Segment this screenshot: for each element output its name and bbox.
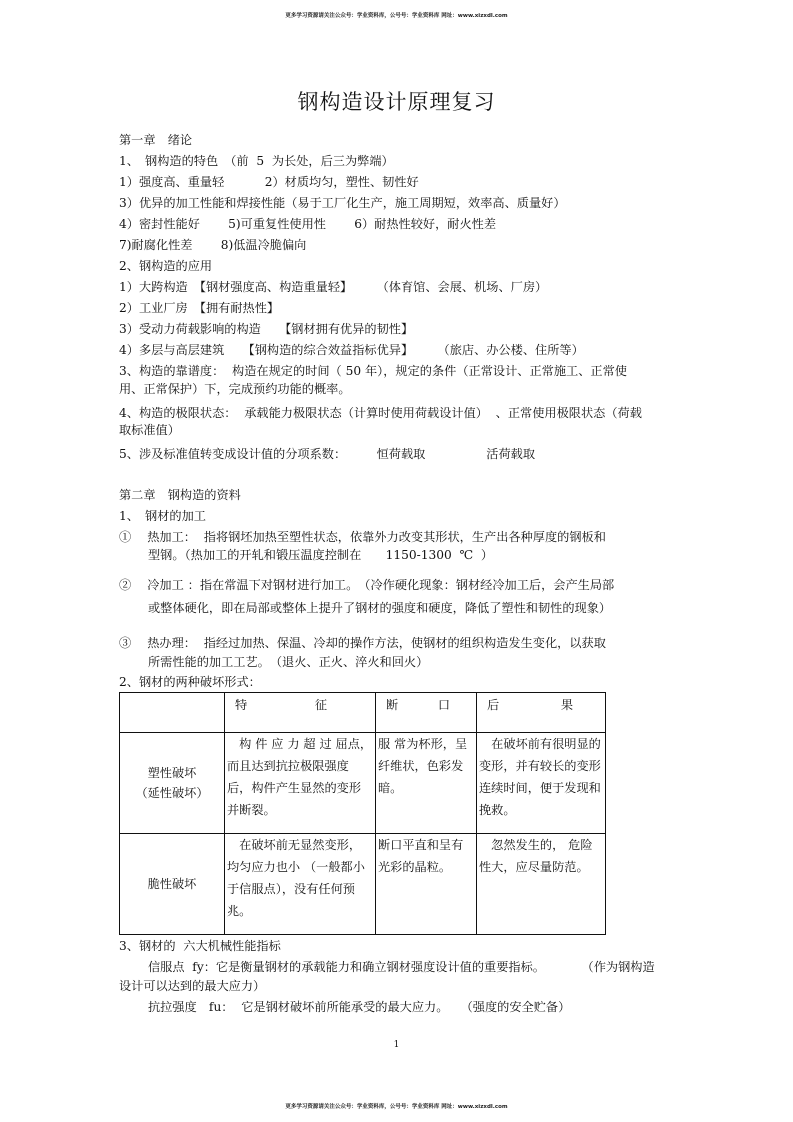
chapter-1-heading: 第一章 绪论 <box>119 133 193 147</box>
text-line: 1、 钢构造的特色 （前 5 为长处，后三为弊端） <box>119 154 394 168</box>
text-line: 或整体硬化，即在局部或整体上提升了钢材的强度和硬度，降低了塑性和韧性的现象） <box>148 601 612 615</box>
text-line: 抗拉强度 fu： 它是钢材破坏前所能承受的最大应力。 （强度的安全贮备） <box>148 1000 571 1014</box>
table-cell: 构 件 应 力 超 过 屈点，而且达到抗拉极限强度后，构件产生显然的变形并断裂。 <box>225 733 376 834</box>
text-line: 信服点 fy：它是衡量钢材的承载能力和确立钢材强度设计值的重要指标。 （作为钢构造 <box>148 960 655 974</box>
text-line: 型钢。（热加工的开轧和锻压温度控制在 1150-1300 ℃ ） <box>148 548 494 562</box>
text-line: 1）大跨构造 【钢材强度高、构造重量轻】 （体育馆、会展、机场、厂房） <box>119 280 548 294</box>
text-line: 2、钢材的两种破坏形式： <box>119 675 261 689</box>
text-line: 4、构造的极限状态： 承载能力极限状态（计算时使用荷载设计值） 、正常使用极限状态（荷载 <box>119 406 642 420</box>
text-line: 7)耐腐化性差 8)低温冷脆偏向 <box>119 238 307 252</box>
table-row <box>120 834 606 935</box>
table-header-characteristic: 特 征 <box>225 693 376 733</box>
text-line: 设计可以达到的最大应力） <box>119 979 266 993</box>
table-header-fracture: 断 口 <box>376 693 477 733</box>
table-header-empty <box>120 693 225 733</box>
table-cell: 在破坏前有很明显的变形，并有较长的变形连续时间，便于发现和挽救。 <box>477 733 606 834</box>
text-line: 1、 钢材的加工 <box>119 509 206 523</box>
text-line: 3）优异的加工性能和焊接性能（易于工厂化生产，施工周期短，效率高、质量好） <box>119 196 566 210</box>
text-line: ② 冷加工 ：指在常温下对钢材进行加工。 （冷作硬化现象：钢材经冷加工后，会产生局部 <box>119 578 615 592</box>
text-line: 用、正常保护）下，完成预约功能的概率。 <box>119 382 351 396</box>
table-cell: 服 常为杯形，呈纤维状，色彩发暗。 <box>376 733 477 834</box>
failure-modes-table <box>119 692 606 935</box>
header-banner: 更多学习资源请关注公众号：学业资料库，公号号：学业资料库 网址：www.xizxdl.com <box>285 13 508 19</box>
text-line: 3、钢材的 六大机械性能指标 <box>119 939 281 953</box>
text-line: ③ 热办理： 指经过加热、保温、冷却的操作方法，使钢材的组织构造发生变化，以获取 <box>119 636 606 650</box>
text-line: 1）强度高、重量轻 2）材质均匀，塑性、韧性好 <box>119 175 419 189</box>
text-line: 4）密封性能好 5)可重复性使用性 6）耐热性较好，耐火性差 <box>119 217 497 231</box>
text-line: 2）工业厂房 【拥有耐热性】 <box>119 301 280 315</box>
text-line: 5、涉及标准值转变成设计值的分项系数： 恒荷载取 活荷载取 <box>119 447 536 461</box>
table-header-row <box>120 693 606 733</box>
row-label: 脆性破坏 <box>120 834 225 935</box>
table-cell: 断口平直和呈有光彩的晶粒。 <box>376 834 477 935</box>
table-cell: 忽然发生的， 危险性大，应尽量防范。 <box>477 834 606 935</box>
text-line: 4）多层与高层建筑 【钢构造的综合效益指标优异】 （旅店、办公楼、住所等） <box>119 343 584 357</box>
text-line: 3）受动力荷载影响的构造 【钢材拥有优异的韧性】 <box>119 322 414 336</box>
table-cell: 在破坏前无显然变形，均匀应力也小 （一般都小于信服点），没有任何预兆。 <box>225 834 376 935</box>
chapter-2-heading: 第二章 钢构造的资料 <box>119 488 241 502</box>
text-line: 3、构造的靠谱度： 构造在规定的时间（ 50 年），规定的条件（正常设计、正常施工、正常使 <box>119 364 627 378</box>
row-label: 塑性破坏 （延性破坏） <box>120 733 225 834</box>
table-header-consequence: 后 果 <box>477 693 606 733</box>
page-number: 1 <box>393 1040 400 1050</box>
text-line: 取标准值） <box>119 423 180 437</box>
text-line: 所需性能的加工工艺。 （退火、正火、淬火和回火） <box>148 655 429 669</box>
text-line: 2、钢构造的应用 <box>119 259 213 273</box>
table-row <box>120 733 606 834</box>
footer-banner: 更多学习资源请关注公众号：学业资料库，公号号：学业资料库 网址：www.xizxdl.com <box>285 1104 508 1110</box>
document-title: 钢构造设计原理复习 <box>297 90 496 114</box>
text-line: ① 热加工： 指将钢坯加热至塑性状态，依靠外力改变其形状，生产出各种厚度的钢板和 <box>119 530 606 544</box>
